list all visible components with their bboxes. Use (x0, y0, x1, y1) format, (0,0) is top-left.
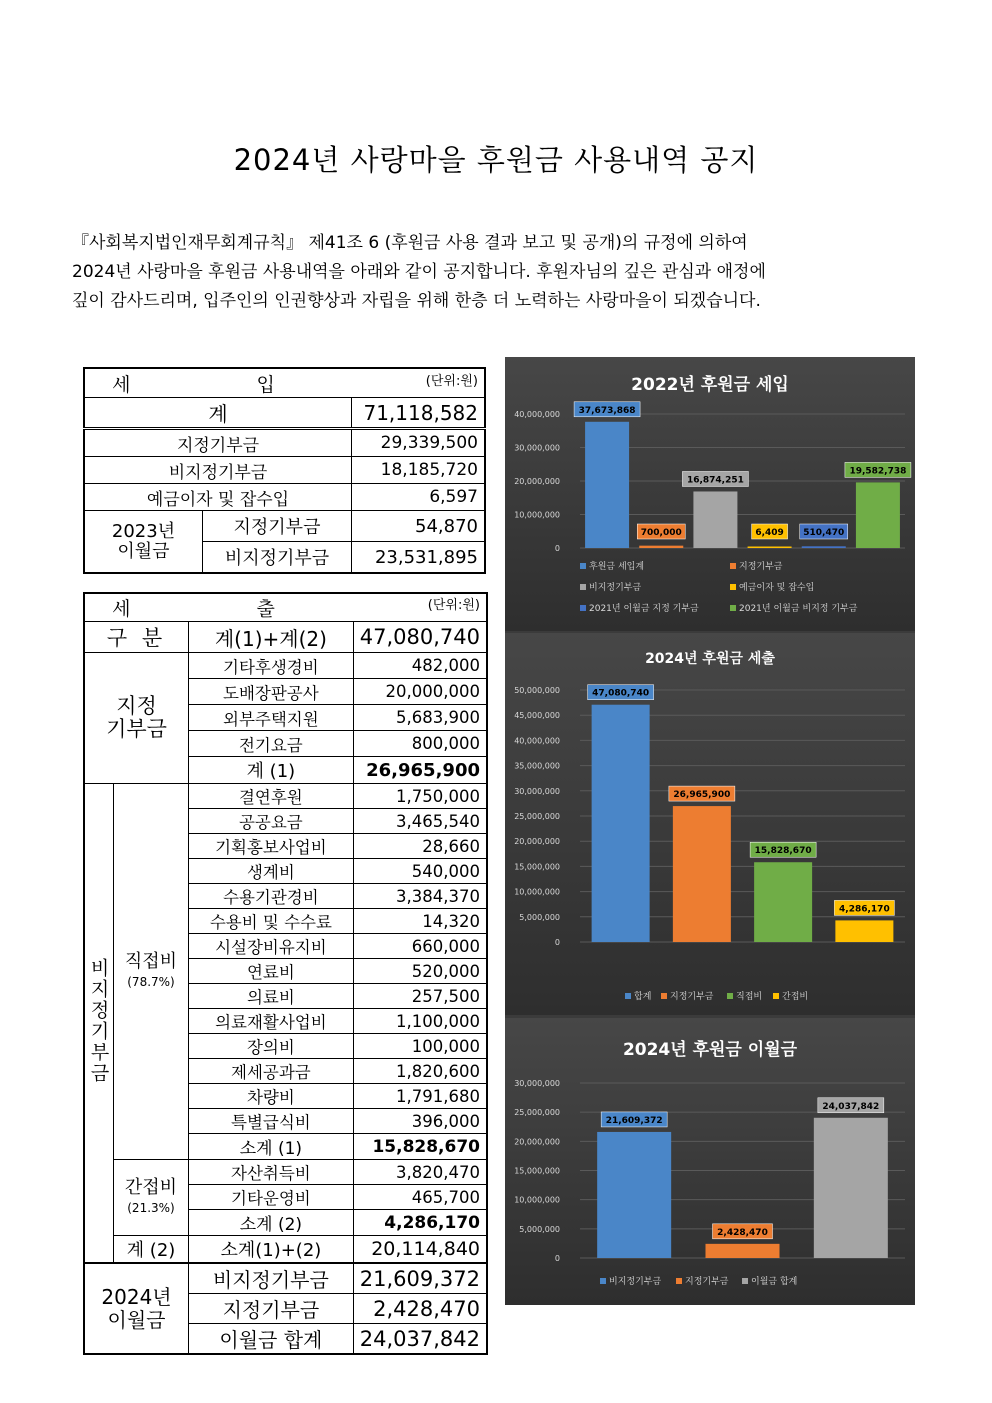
designated-group-label: 지정 기부금 (84, 653, 189, 784)
data-label: 37,673,868 (578, 405, 636, 416)
bar (673, 806, 731, 942)
bar (802, 546, 846, 548)
carry-row-label: 지정기부금 (203, 511, 352, 542)
y-tick-label: 5,000,000 (519, 1224, 560, 1234)
chart-title: 2024년 후원금 세출 (645, 651, 775, 667)
expense-row-label: 의료비 (189, 984, 354, 1009)
total2-sub: 소계(1)+(2) (189, 1236, 354, 1264)
expense-row-value: 20,000,000 (353, 679, 487, 705)
expense-header: 세 출 (단위:원) (84, 593, 487, 622)
legend-label: 지정기부금 (670, 992, 714, 1002)
intro-text (72, 229, 920, 316)
expense-row-value: 257,500 (353, 984, 487, 1009)
expense-row-value: 14,320 (353, 909, 487, 934)
legend-label: 비지정기부금 (589, 583, 642, 593)
expense-row-value: 520,000 (353, 959, 487, 984)
expense-row-value: 28,660 (353, 834, 487, 859)
designated-sum: 26,965,900 (353, 757, 487, 784)
expense-row-value: 482,000 (353, 653, 487, 679)
y-tick-label: 30,000,000 (514, 443, 560, 453)
data-label: 24,037,842 (822, 1101, 880, 1112)
expense-row-label: 기타후생경비 (189, 653, 354, 679)
expense-row-value: 1,750,000 (353, 784, 487, 809)
y-tick-label: 30,000,000 (514, 1079, 560, 1088)
y-tick-label: 45,000,000 (514, 711, 560, 721)
legend-label: 직접비 (736, 992, 763, 1002)
total2: 20,114,840 (353, 1236, 487, 1264)
legend-swatch (742, 1278, 748, 1284)
expense-row-label: 결연후원 (189, 784, 354, 809)
y-tick-label: 10,000,000 (514, 887, 560, 897)
data-label: 510,470 (803, 528, 845, 538)
direct-sum: 15,828,670 (353, 1134, 487, 1160)
charts-area (505, 357, 915, 1305)
indirect-sum: 4,286,170 (353, 1210, 487, 1236)
y-tick-label: 50,000,000 (514, 686, 560, 695)
expense-total-label: 계(1)+계(2) (189, 622, 354, 653)
expense-row-value: 1,820,600 (353, 1059, 487, 1084)
expense-row-label: 자산취득비 (189, 1160, 354, 1185)
expense-row-value: 660,000 (353, 934, 487, 959)
expense-row-label: 기타운영비 (189, 1185, 354, 1210)
expense-row-label: 연료비 (189, 959, 354, 984)
data-label: 21,609,372 (605, 1115, 663, 1126)
y-tick-label: 20,000,000 (514, 1137, 560, 1147)
y-tick-label: 20,000,000 (514, 477, 560, 486)
income-header: 세 입 (단위:원) (84, 368, 485, 398)
legend-swatch (661, 993, 667, 999)
legend-label: 지정기부금 (739, 562, 783, 572)
carry-row-value: 23,531,895 (352, 542, 486, 574)
carry-row-label: 비지정기부금 (203, 542, 352, 574)
expense-row-value: 3,820,470 (353, 1160, 487, 1185)
legend-swatch (730, 605, 736, 611)
legend-swatch (600, 1278, 606, 1284)
undesignated-group-label: 비지정기부금 (84, 784, 114, 1264)
income-table (83, 367, 486, 574)
y-tick-label: 30,000,000 (514, 786, 560, 796)
expense-total: 47,080,740 (353, 622, 487, 653)
direct-sum-label: 소계 (1) (189, 1134, 354, 1160)
y-tick-label: 15,000,000 (514, 862, 560, 872)
y-tick-label: 15,000,000 (514, 1166, 560, 1176)
expense-row-label: 수용비 및 수수료 (189, 909, 354, 934)
bar (856, 482, 900, 548)
bar (639, 546, 683, 548)
carry-row-label: 비지정기부금 (189, 1263, 354, 1294)
expense-row-label: 장의비 (189, 1034, 354, 1059)
bar (585, 422, 629, 548)
chart-title: 2024년 후원금 이월금 (622, 1040, 798, 1060)
expense-table (83, 592, 488, 1355)
expense-row-label: 기획홍보사업비 (189, 834, 354, 859)
y-tick-label: 0 (554, 1254, 560, 1263)
chart-2024-expense (505, 633, 915, 1015)
expense-row-label: 차량비 (189, 1084, 354, 1109)
expense-row-label: 특별급식비 (189, 1109, 354, 1134)
indirect-group-label: 간접비 (21.3%) (114, 1160, 189, 1236)
y-tick-label: 40,000,000 (514, 410, 560, 419)
y-tick-label: 40,000,000 (514, 736, 560, 746)
page-title: 2024년 사랑마을 후원금 사용내역 공지 (233, 143, 759, 177)
intro-line: 『사회복지법인재무회계규칙』 제41조 6 (후원금 사용 결과 보고 및 공개)의 규정에 의하여 (72, 233, 748, 253)
expense-row-label: 외부주택지원 (189, 705, 354, 731)
income-row-label: 예금이자 및 잡수입 (84, 484, 352, 511)
expense-row-value: 3,465,540 (353, 809, 487, 834)
expense-row-label: 도배장판공사 (189, 679, 354, 705)
y-tick-label: 20,000,000 (514, 837, 560, 847)
income-row-value: 6,597 (352, 484, 486, 511)
income-row-label: 지정기부금 (84, 429, 352, 457)
bar (597, 1132, 671, 1258)
expense-row-label: 시설장비유지비 (189, 934, 354, 959)
carry-row-label: 이월금 합계 (189, 1324, 354, 1355)
legend-swatch (625, 993, 631, 999)
expense-row-value: 800,000 (353, 731, 487, 757)
income-total: 71,118,582 (352, 398, 486, 429)
designated-sum-label: 계 (1) (189, 757, 354, 784)
legend-swatch (730, 584, 736, 590)
indirect-sum-label: 소계 (2) (189, 1210, 354, 1236)
carry-2024-label: 2024년 이월금 (84, 1263, 189, 1354)
legend-swatch (580, 584, 586, 590)
direct-group-label: 직접비 (78.7%) (114, 784, 189, 1160)
legend-swatch (727, 993, 733, 999)
income-row-value: 29,339,500 (352, 429, 486, 457)
data-label: 26,965,900 (673, 790, 731, 801)
data-label: 15,828,670 (754, 846, 812, 857)
income-row-label: 비지정기부금 (84, 457, 352, 484)
legend-swatch (773, 993, 779, 999)
total2-label: 계 (2) (114, 1236, 189, 1264)
legend-swatch (580, 563, 586, 569)
legend-swatch (676, 1278, 682, 1284)
expense-row-label: 공공요금 (189, 809, 354, 834)
legend-label: 간접비 (782, 992, 809, 1002)
expense-row-value: 1,100,000 (353, 1009, 487, 1034)
y-tick-label: 25,000,000 (514, 812, 560, 821)
bar (706, 1244, 780, 1258)
legend-label: 비지정기부금 (609, 1277, 662, 1287)
bar (814, 1118, 888, 1258)
unit-label: (단위:원) (425, 373, 478, 389)
intro-line: 2024년 사랑마을 후원금 사용내역을 아래와 같이 공지합니다. 후원자님의 깊은 관심과 애정에 (72, 262, 766, 282)
expense-row-value: 465,700 (353, 1185, 487, 1210)
chart-2024-carryover (505, 1018, 915, 1305)
y-tick-label: 10,000,000 (514, 1195, 560, 1205)
legend-swatch (580, 605, 586, 611)
expense-row-label: 제세공과금 (189, 1059, 354, 1084)
bar (693, 491, 737, 548)
bar (592, 705, 650, 942)
unit-label: (단위:원) (427, 598, 480, 613)
chart-2022-income (505, 357, 915, 631)
carry-row-value: 24,037,842 (353, 1324, 487, 1355)
expense-row-value: 3,384,370 (353, 884, 487, 909)
expense-row-value: 100,000 (353, 1034, 487, 1059)
expense-row-label: 전기요금 (189, 731, 354, 757)
carry-row-label: 지정기부금 (189, 1294, 354, 1324)
carry-row-value: 21,609,372 (353, 1263, 487, 1294)
data-label: 2,428,470 (717, 1227, 768, 1238)
expense-row-value: 396,000 (353, 1109, 487, 1134)
expense-row-value: 5,683,900 (353, 705, 487, 731)
legend-label: 합계 (634, 992, 652, 1002)
chart-2022-income-svg (505, 357, 915, 631)
carry-2023-label: 2023년 이월금 (84, 511, 203, 574)
income-total-label: 계 (84, 398, 352, 429)
expense-row-value: 1,791,680 (353, 1084, 487, 1109)
legend-label: 2021년 이월금 지정 기부금 (589, 604, 699, 614)
intro-line: 깊이 감사드리며, 입주인의 인권향상과 자립을 위해 한층 더 노력하는 사랑마을이 되겠습니다. (72, 291, 761, 311)
legend-label: 이월금 합계 (751, 1277, 798, 1287)
carry-row-value: 54,870 (352, 511, 486, 542)
y-tick-label: 0 (554, 544, 560, 553)
y-tick-label: 10,000,000 (514, 510, 560, 520)
carry-row-value: 2,428,470 (353, 1294, 487, 1324)
expense-col-label: 구 분 (84, 622, 189, 653)
y-tick-label: 0 (554, 938, 560, 947)
expense-row-label: 의료재활사업비 (189, 1009, 354, 1034)
legend-label: 후원금 세입계 (589, 562, 645, 572)
legend-label: 2021년 이월금 비지정 기부금 (739, 604, 858, 614)
legend-label: 지정기부금 (685, 1277, 729, 1287)
data-label: 4,286,170 (839, 904, 890, 915)
y-tick-label: 5,000,000 (519, 912, 560, 922)
data-label: 47,080,740 (592, 688, 650, 699)
bar (748, 547, 792, 549)
data-label: 6,409 (755, 528, 784, 538)
chart-2024-carryover-svg (505, 1018, 915, 1305)
expense-row-value: 540,000 (353, 859, 487, 884)
bar (835, 920, 893, 942)
chart-title: 2022년 후원금 세입 (631, 375, 789, 395)
expense-row-label: 수용기관경비 (189, 884, 354, 909)
y-tick-label: 35,000,000 (514, 761, 560, 771)
y-tick-label: 25,000,000 (514, 1108, 560, 1118)
data-label: 700,000 (640, 528, 682, 538)
income-row-value: 18,185,720 (352, 457, 486, 484)
bar (754, 862, 812, 942)
legend-swatch (730, 563, 736, 569)
expense-row-label: 생계비 (189, 859, 354, 884)
data-label: 19,582,738 (849, 466, 907, 477)
legend-label: 예금이자 및 잡수입 (739, 583, 815, 593)
chart-2024-expense-svg (505, 633, 915, 1015)
data-label: 16,874,251 (686, 475, 744, 486)
